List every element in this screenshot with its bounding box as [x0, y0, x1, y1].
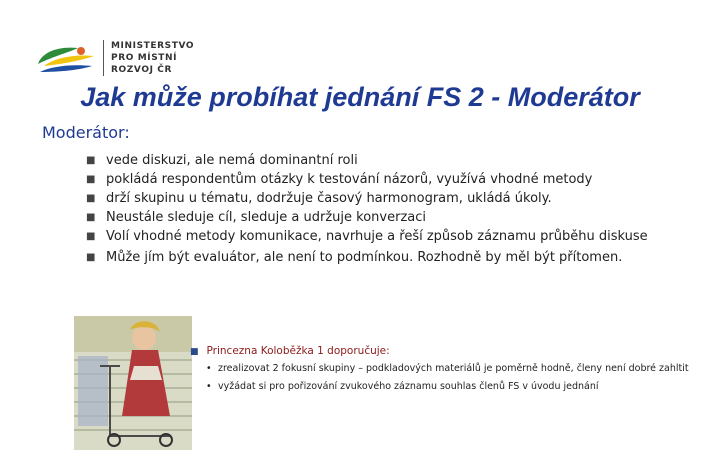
square-bullet-icon: ■: [86, 252, 96, 263]
list-item: [86, 171, 686, 189]
list-item: [86, 190, 686, 208]
bullet-text: Neustále sleduje cíl, sleduje a udržuje konverzaci: [106, 210, 426, 225]
logo-line-1: MINISTERSTVO: [111, 41, 195, 51]
slide-title: Jak může probíhat jednání FS 2 - Moderátor: [80, 82, 640, 112]
recommendation-heading-text: Princezna Koloběžka 1 doporučuje:: [206, 345, 390, 357]
dot-bullet-icon: •: [206, 381, 212, 392]
bullet-text: Může jím být evaluátor, ale není to podmínkou. Rozhodně by měl být přítomen.: [106, 250, 623, 265]
bullet-list: [86, 152, 686, 268]
logo-line-2: PRO MÍSTNÍ: [111, 53, 178, 63]
logo-text: [111, 40, 194, 76]
list-item: [206, 381, 690, 393]
dot-bullet-icon: •: [206, 363, 212, 374]
recommendation-text: vyžádat si pro pořizování zvukového záznamu souhlas členů FS v úvodu jednání: [218, 381, 599, 392]
ministry-logo-icon: [34, 42, 98, 76]
bullet-text: drží skupinu u tématu, dodržuje časový harmonogram, ukládá úkoly.: [106, 191, 552, 206]
square-bullet-icon: ■: [86, 212, 96, 223]
list-item: [86, 152, 686, 170]
list-item: [86, 209, 686, 227]
bullet-text: pokládá respondentům otázky k testování názorů, využívá vhodné metody: [106, 172, 593, 187]
list-item: [86, 228, 686, 246]
section-heading: Moderátor:: [42, 123, 130, 142]
logo-separator: [103, 40, 104, 76]
ministry-logo: [34, 40, 204, 78]
bullet-text: vede diskuzi, ale nemá dominantní roli: [106, 153, 358, 168]
square-bullet-icon: ■: [86, 231, 96, 242]
square-bullet-icon: ■: [86, 193, 96, 204]
bullet-text: Volí vhodné metody komunikace, navrhuje a řeší způsob záznamu průběhu diskuse: [106, 229, 648, 244]
square-bullet-icon: ■: [86, 155, 96, 166]
princess-scooter-drawing: [74, 316, 192, 450]
square-bullet-icon: ■: [86, 174, 96, 185]
recommendation-list: [190, 363, 690, 393]
recommendation-box: [190, 345, 690, 399]
recommendation-text: zrealizovat 2 fokusní skupiny – podkladových materiálů je poměrně hodně, členy není dobré zahltit: [218, 363, 689, 374]
logo-line-3: ROZVOJ ČR: [111, 65, 172, 75]
square-bullet-icon: ■: [190, 347, 199, 357]
recommendation-heading: [190, 345, 690, 357]
list-item: [86, 249, 686, 267]
list-item: [206, 363, 690, 375]
